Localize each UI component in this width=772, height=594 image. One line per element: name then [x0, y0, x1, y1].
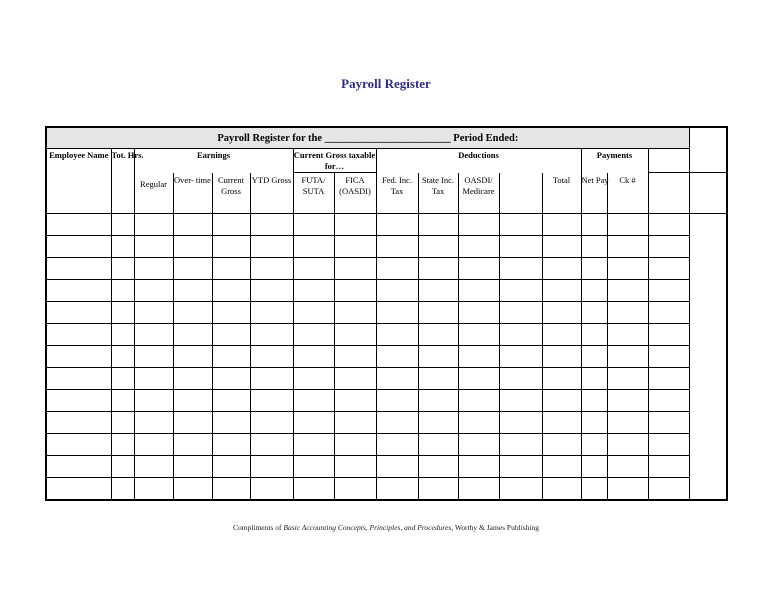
- table-cell[interactable]: [250, 235, 293, 257]
- table-cell[interactable]: [46, 323, 111, 345]
- table-cell[interactable]: [212, 235, 250, 257]
- table-row: [46, 323, 727, 345]
- table-cell[interactable]: [250, 367, 293, 389]
- table-cell[interactable]: [418, 257, 458, 279]
- table-cell[interactable]: [499, 411, 542, 433]
- table-cell[interactable]: [111, 301, 134, 323]
- payments-group-header: Payments: [581, 149, 648, 173]
- total-hours-header: Tot. Hrs.: [111, 149, 134, 214]
- table-cell[interactable]: [212, 389, 250, 411]
- table-cell[interactable]: [418, 433, 458, 455]
- table-cell[interactable]: [542, 345, 581, 367]
- table-cell[interactable]: [607, 389, 648, 411]
- table-cell[interactable]: [648, 477, 689, 500]
- table-cell[interactable]: [111, 323, 134, 345]
- table-cell[interactable]: [648, 455, 689, 477]
- table-cell[interactable]: [607, 213, 648, 235]
- table-cell[interactable]: [212, 477, 250, 500]
- table-cell[interactable]: [134, 257, 173, 279]
- table-cell[interactable]: [173, 433, 212, 455]
- table-cell[interactable]: [134, 323, 173, 345]
- table-cell[interactable]: [212, 301, 250, 323]
- table-cell[interactable]: [173, 279, 212, 301]
- table-cell[interactable]: [581, 257, 607, 279]
- employee-name-header: Employee Name: [46, 149, 111, 214]
- table-row: [46, 433, 727, 455]
- table-cell[interactable]: [293, 411, 334, 433]
- table-cell[interactable]: [581, 455, 607, 477]
- table-cell[interactable]: [458, 477, 499, 500]
- table-cell[interactable]: [46, 477, 111, 500]
- table-cell[interactable]: [250, 389, 293, 411]
- table-cell[interactable]: [418, 301, 458, 323]
- table-cell[interactable]: [293, 477, 334, 500]
- footer-credit: [0, 523, 772, 532]
- table-cell[interactable]: [173, 411, 212, 433]
- deductions-group-header: Deductions: [376, 149, 581, 173]
- table-cell[interactable]: [607, 345, 648, 367]
- table-cell[interactable]: [134, 433, 173, 455]
- table-cell[interactable]: [334, 235, 376, 257]
- table-cell[interactable]: [173, 389, 212, 411]
- current-gross-header: Current Gross: [212, 173, 250, 214]
- table-cell[interactable]: [418, 367, 458, 389]
- earnings-group-header: Earnings: [134, 149, 293, 173]
- table-cell[interactable]: [458, 257, 499, 279]
- table-cell[interactable]: [542, 257, 581, 279]
- table-cell[interactable]: [376, 367, 418, 389]
- table-cell[interactable]: [581, 345, 607, 367]
- table-cell[interactable]: [46, 389, 111, 411]
- table-cell[interactable]: [542, 323, 581, 345]
- table-cell[interactable]: [648, 433, 689, 455]
- table-cell[interactable]: [250, 477, 293, 500]
- check-number-header: Ck #: [607, 173, 648, 214]
- table-cell[interactable]: [46, 301, 111, 323]
- table-cell[interactable]: [46, 367, 111, 389]
- table-cell[interactable]: [458, 433, 499, 455]
- payroll-register-table: [45, 126, 728, 501]
- table-cell[interactable]: [376, 257, 418, 279]
- table-cell[interactable]: [212, 455, 250, 477]
- table-row: [46, 301, 727, 323]
- table-cell[interactable]: [581, 235, 607, 257]
- fed-inc-tax-header: Fed. Inc. Tax: [376, 173, 418, 214]
- table-cell[interactable]: [46, 455, 111, 477]
- table-row: [46, 345, 727, 367]
- table-cell[interactable]: [212, 345, 250, 367]
- table-cell[interactable]: [293, 433, 334, 455]
- table-cell[interactable]: [46, 257, 111, 279]
- overtime-header: Over- time: [173, 173, 212, 214]
- table-cell[interactable]: [458, 235, 499, 257]
- table-cell[interactable]: [111, 235, 134, 257]
- table-cell[interactable]: [581, 279, 607, 301]
- table-row: [46, 455, 727, 477]
- table-cell[interactable]: [648, 367, 689, 389]
- table-cell[interactable]: [542, 213, 581, 235]
- table-row: [46, 411, 727, 433]
- table-cell[interactable]: [607, 455, 648, 477]
- table-cell[interactable]: [607, 257, 648, 279]
- table-cell[interactable]: [111, 367, 134, 389]
- footer-prefix: Compliments of: [232, 523, 284, 532]
- table-cell[interactable]: [212, 367, 250, 389]
- table-cell[interactable]: [499, 389, 542, 411]
- table-cell[interactable]: [334, 367, 376, 389]
- table-cell[interactable]: [499, 433, 542, 455]
- table-cell[interactable]: [134, 235, 173, 257]
- table-cell[interactable]: [418, 477, 458, 500]
- table-cell[interactable]: [376, 235, 418, 257]
- page-title: Payroll Register: [341, 76, 431, 91]
- table-cell[interactable]: [581, 323, 607, 345]
- table-cell[interactable]: [648, 279, 689, 301]
- table-cell[interactable]: [376, 213, 418, 235]
- table-cell[interactable]: [458, 213, 499, 235]
- table-row: [46, 213, 727, 235]
- footer-book-title: Basic Accounting Concepts, Principles, and Procedures: [283, 523, 452, 532]
- table-cell[interactable]: [499, 279, 542, 301]
- table-cell[interactable]: [111, 213, 134, 235]
- table-cell[interactable]: [334, 477, 376, 500]
- table-cell[interactable]: [212, 257, 250, 279]
- table-cell[interactable]: [418, 411, 458, 433]
- table-cell[interactable]: [581, 411, 607, 433]
- table-cell[interactable]: [607, 411, 648, 433]
- table-cell[interactable]: [173, 323, 212, 345]
- table-cell[interactable]: [46, 433, 111, 455]
- table-cell[interactable]: [173, 367, 212, 389]
- table-cell[interactable]: [334, 433, 376, 455]
- table-cell[interactable]: [134, 389, 173, 411]
- table-cell[interactable]: [418, 279, 458, 301]
- table-cell[interactable]: [111, 257, 134, 279]
- table-cell[interactable]: [293, 213, 334, 235]
- table-cell[interactable]: [334, 345, 376, 367]
- table-cell[interactable]: [173, 301, 212, 323]
- table-cell[interactable]: [607, 477, 648, 500]
- table-cell[interactable]: [134, 477, 173, 500]
- table-cell[interactable]: [581, 301, 607, 323]
- table-cell[interactable]: [173, 213, 212, 235]
- current-gross-taxable-header: Current Gross taxable for…: [293, 150, 376, 171]
- table-cell[interactable]: [46, 235, 111, 257]
- table-row: [46, 235, 727, 257]
- table-cell[interactable]: [334, 279, 376, 301]
- table-cell[interactable]: [134, 213, 173, 235]
- table-cell[interactable]: [334, 455, 376, 477]
- table-cell[interactable]: [173, 235, 212, 257]
- table-cell[interactable]: [250, 279, 293, 301]
- table-cell[interactable]: [542, 367, 581, 389]
- table-cell[interactable]: [293, 455, 334, 477]
- table-cell[interactable]: [607, 301, 648, 323]
- table-cell[interactable]: [581, 389, 607, 411]
- table-cell[interactable]: [293, 367, 334, 389]
- table-cell[interactable]: [542, 455, 581, 477]
- table-cell[interactable]: [250, 213, 293, 235]
- table-cell[interactable]: [581, 213, 607, 235]
- table-cell[interactable]: [458, 389, 499, 411]
- table-cell[interactable]: [607, 323, 648, 345]
- table-cell[interactable]: [542, 433, 581, 455]
- table-cell[interactable]: [134, 411, 173, 433]
- extra-blank-header: [648, 173, 689, 214]
- table-cell[interactable]: [499, 477, 542, 500]
- table-cell[interactable]: [542, 477, 581, 500]
- regular-header: Regular: [134, 173, 173, 214]
- table-cell[interactable]: [376, 279, 418, 301]
- table-cell[interactable]: [334, 411, 376, 433]
- table-cell[interactable]: [458, 301, 499, 323]
- table-cell[interactable]: [648, 411, 689, 433]
- table-cell[interactable]: [212, 411, 250, 433]
- extra-blank-header: [689, 173, 727, 214]
- table-cell[interactable]: [418, 213, 458, 235]
- table-cell[interactable]: [250, 411, 293, 433]
- table-cell[interactable]: [458, 411, 499, 433]
- table-cell[interactable]: [212, 323, 250, 345]
- table-cell[interactable]: [376, 301, 418, 323]
- table-cell[interactable]: [293, 235, 334, 257]
- table-cell[interactable]: [134, 367, 173, 389]
- table-cell[interactable]: [607, 367, 648, 389]
- table-cell[interactable]: [648, 323, 689, 345]
- table-cell[interactable]: [581, 477, 607, 500]
- table-cell[interactable]: [334, 257, 376, 279]
- table-cell[interactable]: [134, 301, 173, 323]
- table-cell[interactable]: [250, 433, 293, 455]
- state-inc-tax-header: State Inc. Tax: [418, 173, 458, 214]
- table-row: [46, 477, 727, 500]
- ytd-gross-header: YTD Gross: [250, 173, 293, 214]
- table-cell[interactable]: [212, 433, 250, 455]
- table-cell[interactable]: [542, 301, 581, 323]
- table-cell[interactable]: [46, 411, 111, 433]
- table-row: [46, 257, 727, 279]
- table-cell[interactable]: [250, 345, 293, 367]
- table-cell[interactable]: [648, 301, 689, 323]
- table-cell[interactable]: [499, 213, 542, 235]
- table-cell[interactable]: [607, 433, 648, 455]
- table-cell[interactable]: [293, 323, 334, 345]
- fica-oasdi-header: FICA (OASDI): [334, 173, 376, 214]
- table-cell[interactable]: [542, 389, 581, 411]
- table-cell[interactable]: [458, 455, 499, 477]
- table-cell[interactable]: [111, 477, 134, 500]
- table-cell[interactable]: [542, 279, 581, 301]
- table-cell[interactable]: [46, 279, 111, 301]
- table-cell[interactable]: [458, 279, 499, 301]
- footer-suffix: , Worthy & James Publishing: [451, 523, 540, 532]
- table-row: [46, 367, 727, 389]
- table-cell[interactable]: [581, 433, 607, 455]
- table-cell[interactable]: [418, 323, 458, 345]
- table-cell[interactable]: [418, 455, 458, 477]
- table-cell[interactable]: [293, 301, 334, 323]
- deduction-blank-header: [499, 173, 542, 214]
- futa-suta-header: FUTA/ SUTA: [293, 173, 334, 214]
- table-cell[interactable]: [111, 279, 134, 301]
- table-cell[interactable]: [376, 411, 418, 433]
- table-cell[interactable]: [212, 279, 250, 301]
- table-cell[interactable]: [376, 477, 418, 500]
- table-cell[interactable]: [499, 301, 542, 323]
- table-cell[interactable]: [250, 301, 293, 323]
- table-cell[interactable]: [376, 323, 418, 345]
- table-cell[interactable]: [581, 367, 607, 389]
- table-cell[interactable]: [499, 323, 542, 345]
- table-cell[interactable]: [212, 213, 250, 235]
- table-cell[interactable]: [376, 345, 418, 367]
- table-cell[interactable]: [648, 345, 689, 367]
- table-row: [46, 389, 727, 411]
- table-cell[interactable]: [134, 345, 173, 367]
- net-pay-header: Net Pay: [581, 173, 607, 214]
- table-cell[interactable]: [607, 235, 648, 257]
- table-cell[interactable]: [648, 257, 689, 279]
- table-cell[interactable]: [542, 411, 581, 433]
- table-cell[interactable]: [499, 257, 542, 279]
- table-cell[interactable]: [499, 235, 542, 257]
- table-cell[interactable]: [542, 235, 581, 257]
- table-row: [46, 279, 727, 301]
- register-banner: Payroll Register for the ________________________ Period Ended:: [46, 127, 689, 149]
- table-cell[interactable]: [499, 455, 542, 477]
- table-cell[interactable]: [334, 389, 376, 411]
- table-cell[interactable]: [334, 323, 376, 345]
- table-cell[interactable]: [499, 367, 542, 389]
- table-cell[interactable]: [458, 367, 499, 389]
- table-cell[interactable]: [334, 213, 376, 235]
- blank-header-cell: [648, 149, 689, 173]
- table-cell[interactable]: [173, 477, 212, 500]
- table-cell[interactable]: [376, 455, 418, 477]
- table-cell[interactable]: [648, 235, 689, 257]
- table-cell[interactable]: [293, 279, 334, 301]
- table-cell[interactable]: [111, 433, 134, 455]
- table-cell[interactable]: [173, 257, 212, 279]
- table-cell[interactable]: [499, 345, 542, 367]
- table-cell[interactable]: [111, 455, 134, 477]
- table-cell[interactable]: [111, 411, 134, 433]
- table-cell[interactable]: [458, 323, 499, 345]
- table-cell[interactable]: [250, 257, 293, 279]
- table-cell[interactable]: [173, 455, 212, 477]
- table-cell[interactable]: [111, 389, 134, 411]
- table-cell[interactable]: [648, 213, 689, 235]
- table-cell[interactable]: [134, 279, 173, 301]
- table-cell[interactable]: [334, 301, 376, 323]
- register-body: [46, 213, 727, 500]
- table-cell[interactable]: [648, 389, 689, 411]
- table-cell[interactable]: [250, 323, 293, 345]
- table-cell[interactable]: [293, 345, 334, 367]
- table-cell[interactable]: [173, 345, 212, 367]
- oasdi-medicare-header: OASDI/ Medicare: [458, 173, 499, 214]
- table-cell[interactable]: [134, 455, 173, 477]
- table-cell[interactable]: [607, 279, 648, 301]
- table-cell[interactable]: [46, 345, 111, 367]
- table-cell[interactable]: [46, 213, 111, 235]
- table-cell[interactable]: [250, 455, 293, 477]
- table-cell[interactable]: [111, 345, 134, 367]
- table-cell[interactable]: [293, 389, 334, 411]
- table-cell[interactable]: [418, 235, 458, 257]
- table-cell[interactable]: [293, 257, 334, 279]
- table-cell[interactable]: [376, 389, 418, 411]
- table-cell[interactable]: [418, 345, 458, 367]
- table-cell[interactable]: [376, 433, 418, 455]
- table-cell[interactable]: [418, 389, 458, 411]
- table-cell[interactable]: [458, 345, 499, 367]
- total-header: Total: [542, 173, 581, 214]
